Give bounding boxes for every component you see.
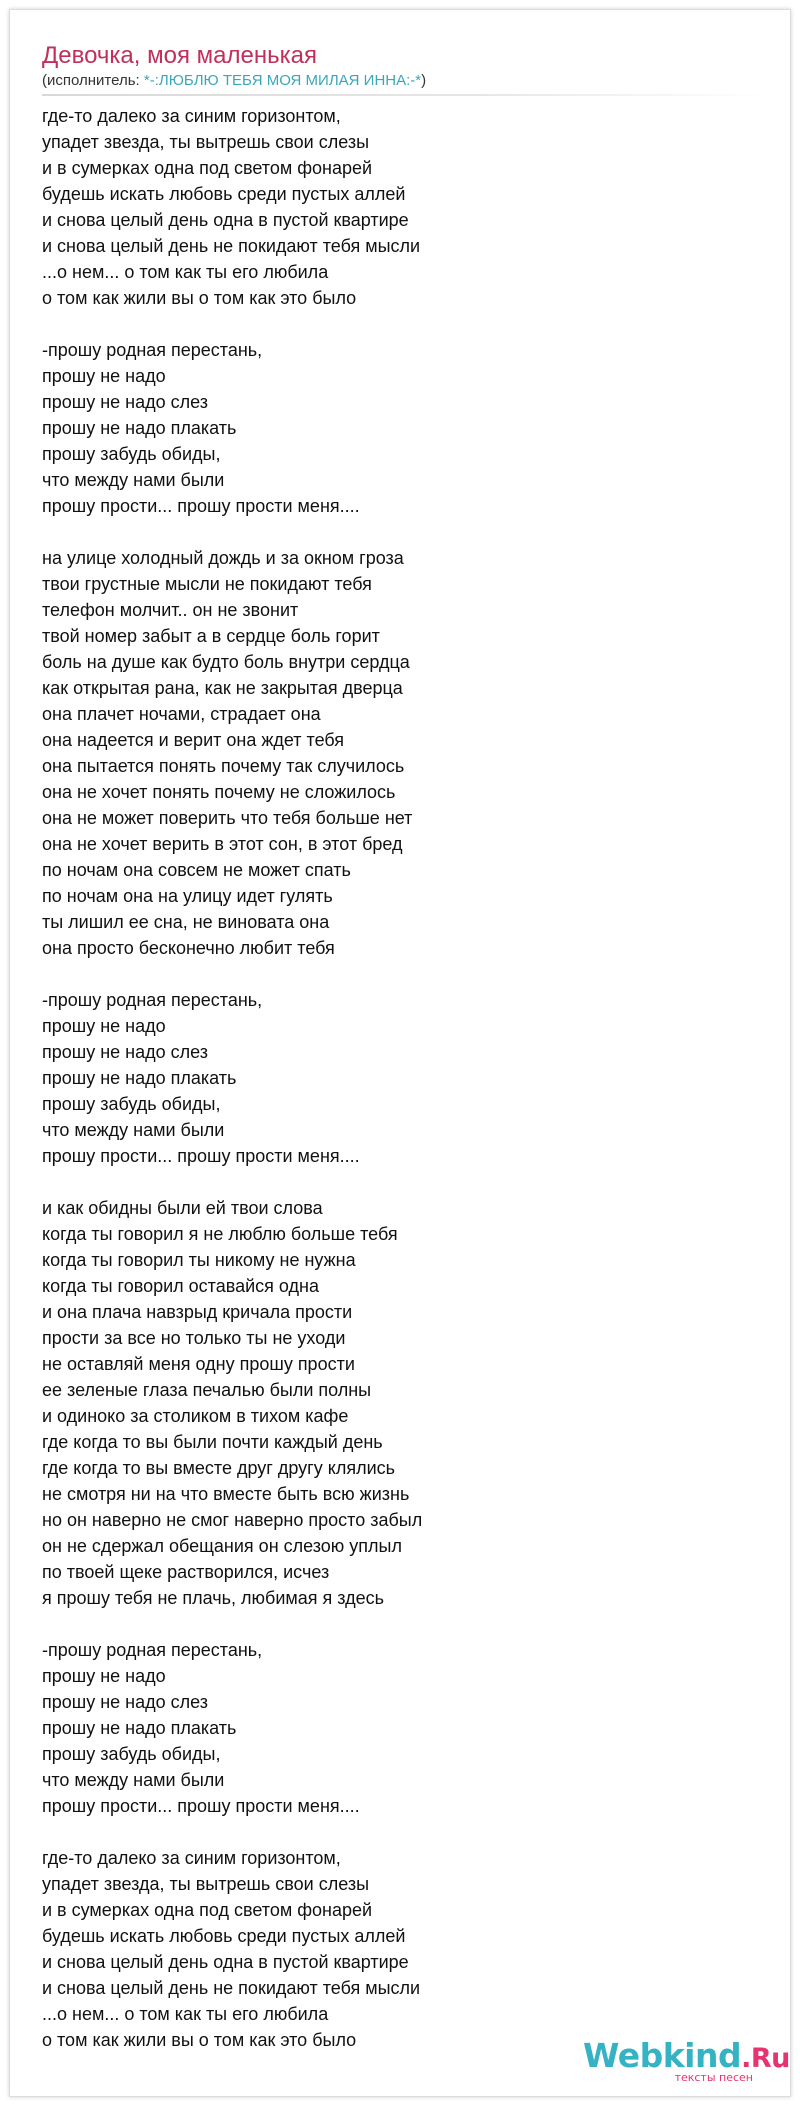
artist-link[interactable]: *-:ЛЮБЛЮ ТЕБЯ МОЯ МИЛАЯ ИННА:-* (143, 72, 422, 89)
lyrics-line: -прошу родная перестань, (42, 340, 263, 360)
lyrics-line: упадет звезда, ты вытрешь свои слезы (42, 1874, 370, 1894)
lyrics-blank-line (42, 311, 762, 337)
lyrics-line: прошу не надо плакать (42, 1068, 237, 1088)
lyrics-line: телефон молчит.. он не звонит (42, 600, 299, 620)
lyrics-line: прошу забудь обиды, (42, 1094, 221, 1114)
artist-suffix: ) (421, 72, 427, 89)
webkind-logo[interactable] (583, 2036, 790, 2086)
lyrics-line: когда ты говорил я не люблю больше тебя (42, 1224, 398, 1244)
lyrics-line: где-то далеко за синим горизонтом, (42, 1848, 341, 1868)
lyrics-line: и как обидны были ей твои слова (42, 1198, 323, 1218)
lyrics-line: боль на душе как будто боль внутри сердца (42, 652, 410, 672)
logo-tagline: тексты песен (674, 2071, 753, 2084)
lyrics-line: прошу не надо (42, 1666, 166, 1686)
logo-tld: .Ru (741, 2043, 790, 2074)
lyrics-line: и снова целый день не покидают тебя мысли (42, 1978, 421, 1998)
lyrics-line: ...о нем... о том как ты его любила (42, 262, 329, 282)
artist-prefix: (исполнитель: (42, 72, 144, 89)
lyrics-line: по ночам она на улицу идет гулять (42, 886, 333, 906)
lyrics-line: где-то далеко за синим горизонтом, (42, 106, 341, 126)
lyrics-line: прошу забудь обиды, (42, 444, 221, 464)
song-title: Девочка, моя маленькая (42, 42, 317, 69)
lyrics-line: прошу прости... прошу прости меня.... (42, 1146, 360, 1166)
lyrics-line: прошу не надо плакать (42, 1718, 237, 1738)
lyrics-line: что между нами были (42, 1770, 225, 1790)
lyrics-line: и одиноко за столиком в тихом кафе (42, 1406, 349, 1426)
lyrics-blank-line (42, 961, 762, 987)
artist-line (42, 71, 426, 91)
lyrics-blank-line (42, 1169, 762, 1195)
lyrics-line: по твоей щеке растворился, исчез (42, 1562, 330, 1582)
lyrics-line: не смотря ни на что вместе быть всю жизнь (42, 1484, 410, 1504)
lyrics-line: по ночам она совсем не может спать (42, 860, 351, 880)
lyrics-line: она плачет ночами, страдает она (42, 704, 321, 724)
lyrics-line: но он наверно не смог наверно просто забыл (42, 1510, 423, 1530)
lyrics-line: и снова целый день не покидают тебя мысли (42, 236, 421, 256)
lyrics-line: что между нами были (42, 1120, 225, 1140)
lyrics-line: ты лишил ее сна, не виновата она (42, 912, 330, 932)
lyrics-line: прошу не надо (42, 366, 166, 386)
lyrics-line: прости за все но только ты не уходи (42, 1328, 346, 1348)
lyrics-line: она пытается понять почему так случилось (42, 756, 405, 776)
lyrics-line: когда ты говорил оставайся одна (42, 1276, 319, 1296)
lyrics-line: -прошу родная перестань, (42, 1640, 263, 1660)
lyrics-line: она не хочет понять почему не сложилось (42, 782, 396, 802)
lyrics-line: прошу не надо слез (42, 392, 208, 412)
lyrics-line: не оставляй меня одну прошу прости (42, 1354, 355, 1374)
title-divider (42, 94, 768, 96)
lyrics-blank-line (42, 1819, 762, 1845)
lyrics-line: и она плача навзрыд кричала прости (42, 1302, 353, 1322)
lyrics-line: как открытая рана, как не закрытая дверца (42, 678, 403, 698)
lyrics-line: -прошу родная перестань, (42, 990, 263, 1010)
lyrics-line: что между нами были (42, 470, 225, 490)
lyrics-blank-line (42, 519, 762, 545)
lyrics-line: она не может поверить что тебя больше нет (42, 808, 413, 828)
lyrics-blank-line (42, 1611, 762, 1637)
lyrics-line: и в сумерках одна под светом фонарей (42, 1900, 373, 1920)
logo-name: Webkind (583, 2036, 742, 2075)
lyrics-line: прошу не надо (42, 1016, 166, 1036)
lyrics-line: где когда то вы вместе друг другу клялись (42, 1458, 396, 1478)
lyrics-line: она просто бесконечно любит тебя (42, 938, 335, 958)
lyrics-line: ее зеленые глаза печалью были полны (42, 1380, 372, 1400)
lyrics-body (42, 103, 762, 2053)
lyrics-line: и снова целый день одна в пустой квартире (42, 1952, 409, 1972)
lyrics-line: упадет звезда, ты вытрешь свои слезы (42, 132, 370, 152)
lyrics-line: будешь искать любовь среди пустых аллей (42, 1926, 406, 1946)
lyrics-line: будешь искать любовь среди пустых аллей (42, 184, 406, 204)
lyrics-line: и в сумерках одна под светом фонарей (42, 158, 373, 178)
lyrics-line: она не хочет верить в этот сон, в этот бред (42, 834, 403, 854)
lyrics-line: твой номер забыт а в сердце боль горит (42, 626, 380, 646)
lyrics-line: прошу не надо плакать (42, 418, 237, 438)
lyrics-line: когда ты говорил ты никому не нужна (42, 1250, 356, 1270)
lyrics-line: прошу забудь обиды, (42, 1744, 221, 1764)
lyrics-line: где когда то вы были почти каждый день (42, 1432, 383, 1452)
lyrics-line: и снова целый день одна в пустой квартире (42, 210, 409, 230)
lyrics-line: твои грустные мысли не покидают тебя (42, 574, 372, 594)
lyrics-line: о том как жили вы о том как это было (42, 2030, 357, 2050)
lyrics-line: я прошу тебя не плачь, любимая я здесь (42, 1588, 385, 1608)
lyrics-line: ...о нем... о том как ты его любила (42, 2004, 329, 2024)
lyrics-line: прошу не надо слез (42, 1042, 208, 1062)
lyrics-line: она надеется и верит она ждет тебя (42, 730, 345, 750)
lyrics-line: прошу не надо слез (42, 1692, 208, 1712)
lyrics-line: на улице холодный дождь и за окном гроза (42, 548, 404, 568)
lyrics-line: прошу прости... прошу прости меня.... (42, 496, 360, 516)
lyrics-line: прошу прости... прошу прости меня.... (42, 1796, 360, 1816)
lyrics-line: он не сдержал обещания он слезою уплыл (42, 1536, 402, 1556)
lyrics-line: о том как жили вы о том как это было (42, 288, 357, 308)
